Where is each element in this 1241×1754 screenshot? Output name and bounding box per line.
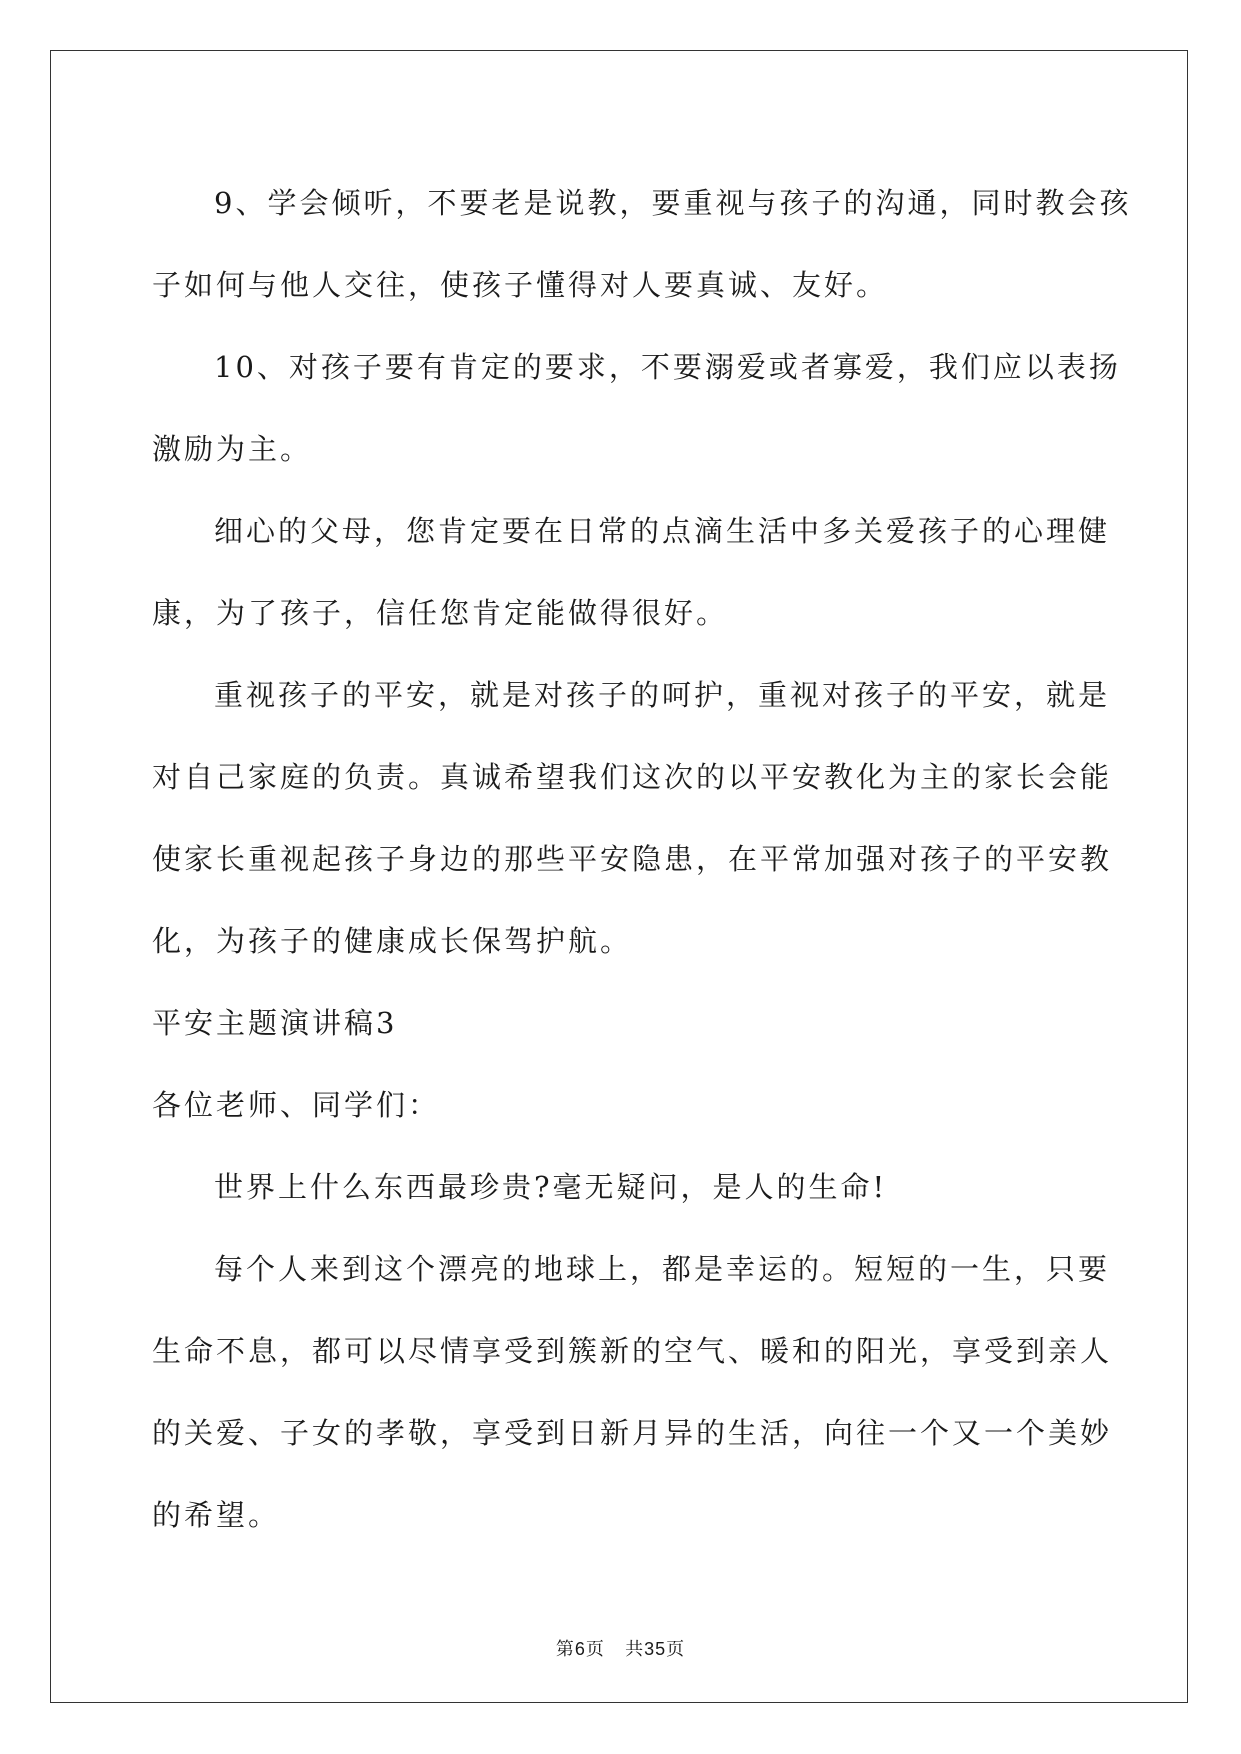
- salutation: 各位老师、同学们：: [152, 1088, 441, 1122]
- text-line: 子如何与他人交往，使孩子懂得对人要真诚、友好。: [152, 268, 889, 302]
- footer-total-prefix: 共: [625, 1639, 645, 1660]
- text-line: 的关爱、子女的孝敬，享受到日新月异的生活，向往一个又一个美妙: [152, 1416, 1113, 1450]
- text-line: 每个人来到这个漂亮的地球上，都是幸运的。短短的一生，只要: [214, 1252, 1111, 1286]
- section-heading: 平安主题演讲稿3: [152, 1006, 398, 1040]
- footer-total-unit: 页: [666, 1639, 686, 1660]
- text-line: 激励为主。: [152, 432, 313, 466]
- text-line: 重视孩子的平安，就是对孩子的呵护，重视对孩子的平安，就是: [214, 678, 1111, 712]
- footer-page-unit: 页: [585, 1639, 605, 1660]
- text-line: 化，为孩子的健康成长保驾护航。: [152, 924, 633, 958]
- text-line: 生命不息，都可以尽情享受到簇新的空气、暖和的阳光，享受到亲人: [152, 1334, 1113, 1368]
- text-line: 的希望。: [152, 1498, 281, 1532]
- footer-page-prefix: 第: [555, 1639, 575, 1660]
- text-line: 10、对孩子要有肯定的要求，不要溺爱或者寡爱，我们应以表扬: [214, 350, 1121, 384]
- document-body: [152, 162, 1132, 1556]
- text-line: 使家长重视起孩子身边的那些平安隐患，在平常加强对孩子的平安教: [152, 842, 1113, 876]
- text-line: 9、学会倾听，不要老是说教，要重视与孩子的沟通，同时教会孩: [214, 186, 1132, 220]
- text-line: 对自己家庭的负责。真诚希望我们这次的以平安教化为主的家长会能: [152, 760, 1113, 794]
- footer-page-number: 6: [574, 1639, 586, 1659]
- page-footer: [0, 1635, 1241, 1661]
- text-line: 世界上什么东西最珍贵?毫无疑问，是人的生命!: [214, 1170, 888, 1204]
- text-line: 康，为了孩子，信任您肯定能做得很好。: [152, 596, 729, 630]
- footer-total-pages: 35: [644, 1639, 667, 1659]
- text-line: 细心的父母，您肯定要在日常的点滴生活中多关爱孩子的心理健: [214, 514, 1111, 548]
